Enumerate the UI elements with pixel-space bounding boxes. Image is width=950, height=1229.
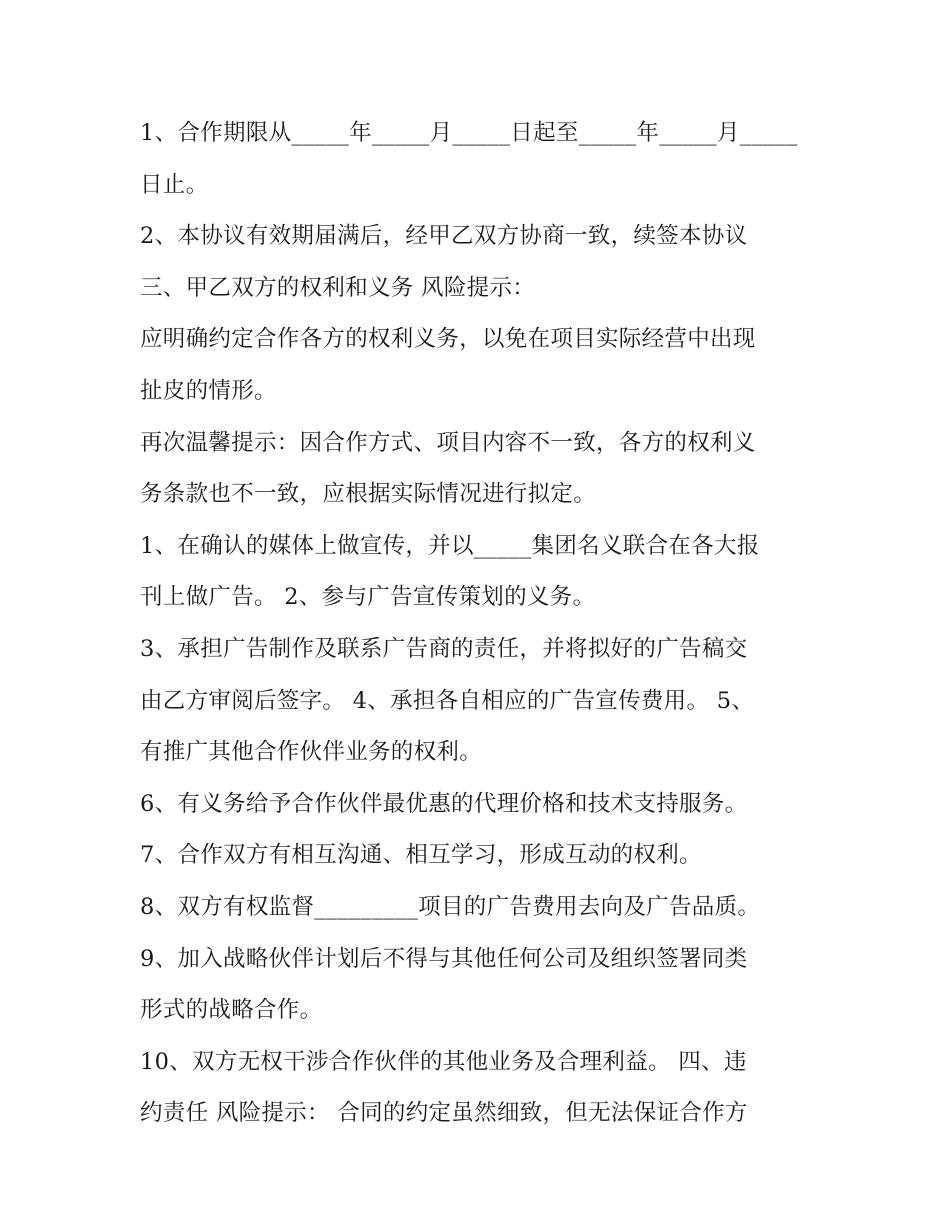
text-line: 由乙方审阅后签字。 4、承担各自相应的广告宣传费用。 5、 <box>140 687 755 714</box>
text-line: 7、合作双方有相互沟通、相互学习，形成互动的权利。 <box>140 842 702 869</box>
text-line: 扯皮的情形。 <box>140 377 277 404</box>
text-line: 务条款也不一致，应根据实际情况进行拟定。 <box>140 481 597 508</box>
text-line: 3、承担广告制作及联系广告商的责任，并将拟好的广告稿交 <box>140 635 748 662</box>
text-line: 约责任 风险提示： 合同的约定虽然细致，但无法保证合作方 <box>140 1100 748 1127</box>
text-line: 有推广其他合作伙伴业务的权利。 <box>140 739 483 766</box>
text-line: 6、有义务给予合作伙伴最优惠的代理价格和技术支持服务。 <box>140 790 748 817</box>
text-line: 形式的战略合作。 <box>140 997 323 1024</box>
text-line: 9、加入战略伙伴计划后不得与其他任何公司及组织签署同类 <box>140 945 748 972</box>
text-line: 10、双方无权干涉合作伙伴的其他业务及合理利益。 四、违 <box>140 1048 747 1075</box>
text-line: 1、合作期限从_____年_____月_____日起至_____年_____月_____ <box>140 120 798 146</box>
text-line: 8、双方有权监督_________项目的广告费用去向及广告品质。 <box>140 893 761 920</box>
text-line: 日止。 <box>140 171 209 198</box>
section-heading: 三、甲乙双方的权利和义务 风险提示： <box>140 274 536 301</box>
text-line: 再次温馨提示：因合作方式、项目内容不一致，各方的权利义 <box>140 429 756 456</box>
text-line: 2、本协议有效期届满后，经甲乙双方协商一致，续签本协议 <box>140 223 748 250</box>
text-line: 刊上做广告。 2、参与广告宣传策划的义务。 <box>140 584 596 611</box>
document-body <box>140 108 820 1140</box>
text-line: 1、在确认的媒体上做宣传，并以_____集团名义联合在各大报 <box>140 532 760 559</box>
text-line: 应明确约定合作各方的权利义务，以免在项目实际经营中出现 <box>140 326 756 353</box>
